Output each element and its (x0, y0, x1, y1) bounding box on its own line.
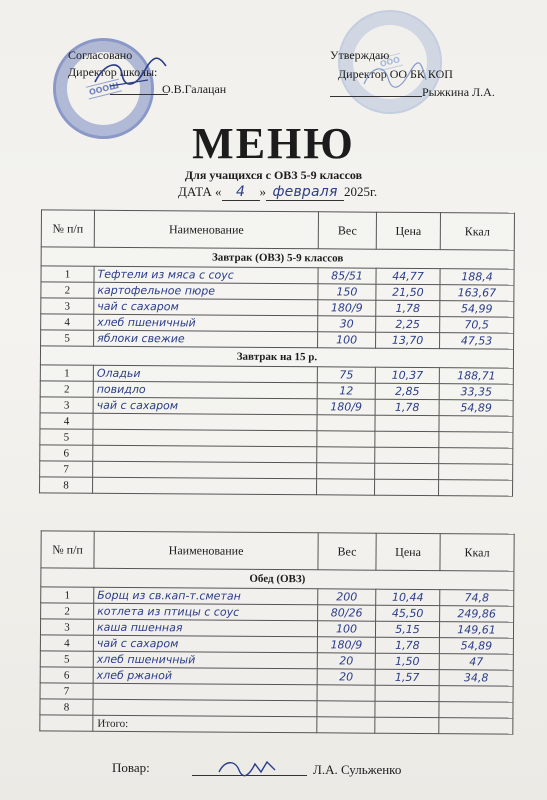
seal-text: ОООШ (85, 78, 121, 99)
dish-price: 1,78 (375, 399, 439, 415)
row-number: 4 (40, 635, 93, 651)
date-suffix: 2025г. (344, 184, 378, 199)
dish-name (93, 477, 317, 495)
approver-signature (360, 60, 430, 96)
dish-price: 21,50 (376, 284, 440, 300)
dish-name: чай с сахаром (94, 298, 318, 316)
dish-kcal (439, 448, 513, 465)
dish-weight (317, 431, 375, 447)
dish-price: 45,50 (376, 605, 440, 621)
dish-price: 2,85 (375, 383, 439, 399)
row-number: 4 (41, 314, 94, 330)
dish-kcal: 74,8 (440, 590, 514, 607)
dish-kcal: 47,53 (440, 333, 514, 350)
dish-weight: 100 (317, 621, 375, 637)
table-header-row (41, 531, 514, 571)
dish-kcal (439, 464, 513, 481)
dish-name: котлета из птицы с соус (94, 603, 318, 621)
dish-name: картофельное пюре (94, 282, 318, 300)
dish-name (93, 699, 317, 717)
dish-kcal: 70,5 (440, 317, 514, 334)
dish-name (93, 683, 317, 701)
dish-price (375, 701, 439, 717)
section-title-breakfast-15: Завтрак на 15 р. (40, 346, 513, 368)
row-number: 8 (40, 699, 93, 715)
approval-right-line3: Рыжкина Л.А. (422, 85, 495, 99)
dish-name: чай с сахаром (93, 635, 317, 653)
director-signature (90, 52, 170, 94)
dish-kcal: 188,4 (440, 269, 514, 286)
lunch-table (39, 530, 514, 734)
col-header-weight: Вес (318, 212, 376, 249)
dish-kcal: 54,89 (439, 400, 513, 417)
total-kcal (439, 718, 513, 735)
dish-price: 1,57 (375, 669, 439, 685)
dish-kcal (439, 480, 513, 497)
col-header-kcal: Ккал (440, 213, 514, 251)
col-header-name: Наименование (94, 531, 318, 570)
cook-name: Л.А. Сульженко (313, 762, 402, 777)
dish-weight (317, 685, 375, 701)
dish-name (93, 445, 317, 463)
section-title-lunch: Обед (ОВЗ) (41, 568, 514, 590)
dish-name: Оладьи (93, 365, 317, 383)
dish-name: хлеб ржаной (93, 667, 317, 685)
dish-name (93, 413, 317, 431)
dish-name: повидло (93, 381, 317, 399)
dish-kcal: 47 (439, 654, 513, 671)
dish-name: хлеб пшеничный (94, 314, 318, 332)
col-header-price: Цена (376, 212, 440, 249)
dish-price (375, 447, 439, 463)
dish-kcal: 249,86 (440, 606, 514, 623)
approval-right-line1: Утверждаю (330, 48, 390, 62)
dish-weight: 75 (317, 367, 375, 383)
date-line (178, 184, 377, 201)
dish-name (93, 461, 317, 479)
dish-price: 1,78 (376, 300, 440, 316)
cook-signature (215, 756, 285, 780)
row-number: 8 (40, 477, 93, 493)
breakfast-table (39, 209, 515, 496)
dish-name (93, 429, 317, 447)
dish-name: Тефтели из мяса с соус (94, 266, 318, 284)
dish-weight: 20 (317, 653, 375, 669)
dish-kcal: 34,8 (439, 670, 513, 687)
row-number: 6 (40, 445, 93, 461)
dish-weight: 100 (318, 332, 376, 348)
date-day: 4 (235, 184, 246, 200)
dish-kcal: 188,71 (439, 368, 513, 385)
dish-price: 10,37 (375, 367, 439, 383)
page-subtitle: Для учащихся с ОВЗ 5-9 классов (184, 168, 363, 182)
approval-left-line1: Согласовано (68, 48, 133, 62)
section-title-breakfast-ovz: Завтрак (ОВЗ) 5-9 классов (41, 247, 514, 269)
dish-price (375, 463, 439, 479)
dish-weight: 85/51 (318, 268, 376, 284)
dish-kcal: 163,67 (440, 285, 514, 302)
table-header-row (41, 210, 514, 250)
date-prefix: ДАТА « (178, 184, 222, 199)
approval-left-line2: Директор школы: (68, 65, 158, 79)
dish-name: Борщ из св.кап-т.сметан (94, 587, 318, 605)
row-number: 6 (40, 667, 93, 683)
dish-price: 1,50 (375, 653, 439, 669)
dish-kcal: 54,89 (439, 638, 513, 655)
table-row (40, 477, 513, 496)
page-title: МЕНЮ (192, 119, 355, 168)
org-seal-text: ООО (377, 53, 404, 72)
dish-weight: 80/26 (318, 605, 376, 621)
dish-kcal: 54,99 (440, 301, 514, 318)
total-num (40, 715, 93, 731)
dish-weight: 150 (318, 284, 376, 300)
dish-weight (317, 447, 375, 463)
dish-kcal (439, 702, 513, 719)
dish-name: каша пшенная (93, 619, 317, 637)
dish-price (375, 685, 439, 701)
col-header-price: Цена (376, 533, 440, 570)
date-mid: » (259, 184, 267, 199)
row-number: 4 (40, 413, 93, 429)
row-number: 1 (41, 266, 94, 282)
row-number: 5 (40, 429, 93, 445)
total-label: Итого: (93, 715, 317, 733)
dish-kcal: 149,61 (439, 622, 513, 639)
col-header-weight: Вес (318, 533, 376, 570)
dish-weight: 180/9 (317, 637, 375, 653)
dish-weight: 180/9 (318, 300, 376, 316)
dish-name: чай с сахаром (93, 397, 317, 415)
col-header-num: № п/п (41, 210, 94, 247)
dish-weight: 12 (317, 383, 375, 399)
total-row (40, 715, 513, 734)
cook-role: Повар: (112, 760, 150, 775)
dish-price: 5,15 (375, 621, 439, 637)
dish-price: 44,77 (376, 268, 440, 284)
dish-price (375, 431, 439, 447)
dish-kcal (439, 686, 513, 703)
date-day-field (222, 184, 260, 201)
total-price (375, 717, 439, 733)
dish-price: 2,25 (376, 316, 440, 332)
dish-price: 13,70 (376, 332, 440, 348)
row-number: 2 (41, 282, 94, 298)
row-number: 3 (40, 397, 93, 413)
row-number: 3 (40, 619, 93, 635)
dish-weight (317, 479, 375, 495)
approval-left-line3: О.В.Галацан (162, 82, 227, 96)
dish-price (375, 415, 439, 431)
dish-price: 1,78 (375, 637, 439, 653)
col-header-kcal: Ккал (440, 534, 514, 572)
row-number: 2 (40, 381, 93, 397)
dish-kcal (439, 432, 513, 449)
col-header-num: № п/п (41, 531, 94, 568)
row-number: 7 (40, 683, 93, 699)
dish-weight: 180/9 (317, 399, 375, 415)
total-weight (317, 717, 375, 733)
dish-kcal (439, 416, 513, 433)
row-number: 1 (40, 365, 93, 381)
row-number: 2 (41, 603, 94, 619)
date-month-field (266, 184, 344, 201)
row-number: 5 (41, 330, 94, 346)
dish-weight (317, 463, 375, 479)
row-number: 5 (40, 651, 93, 667)
dish-kcal: 33,35 (439, 384, 513, 401)
col-header-name: Наименование (94, 210, 318, 249)
dish-weight (317, 701, 375, 717)
dish-weight: 200 (318, 589, 376, 605)
dish-price: 10,44 (376, 589, 440, 605)
date-month: февраля (272, 184, 338, 200)
dish-price (375, 479, 439, 495)
row-number: 1 (41, 587, 94, 603)
dish-weight: 20 (317, 669, 375, 685)
dish-weight (317, 415, 375, 431)
dish-name: яблоки свежие (94, 330, 318, 348)
dish-name: хлеб пшеничный (93, 651, 317, 669)
row-number: 7 (40, 461, 93, 477)
row-number: 3 (41, 298, 94, 314)
approval-right-line2: Директор ОО БК КОП (338, 67, 453, 81)
dish-weight: 30 (318, 316, 376, 332)
